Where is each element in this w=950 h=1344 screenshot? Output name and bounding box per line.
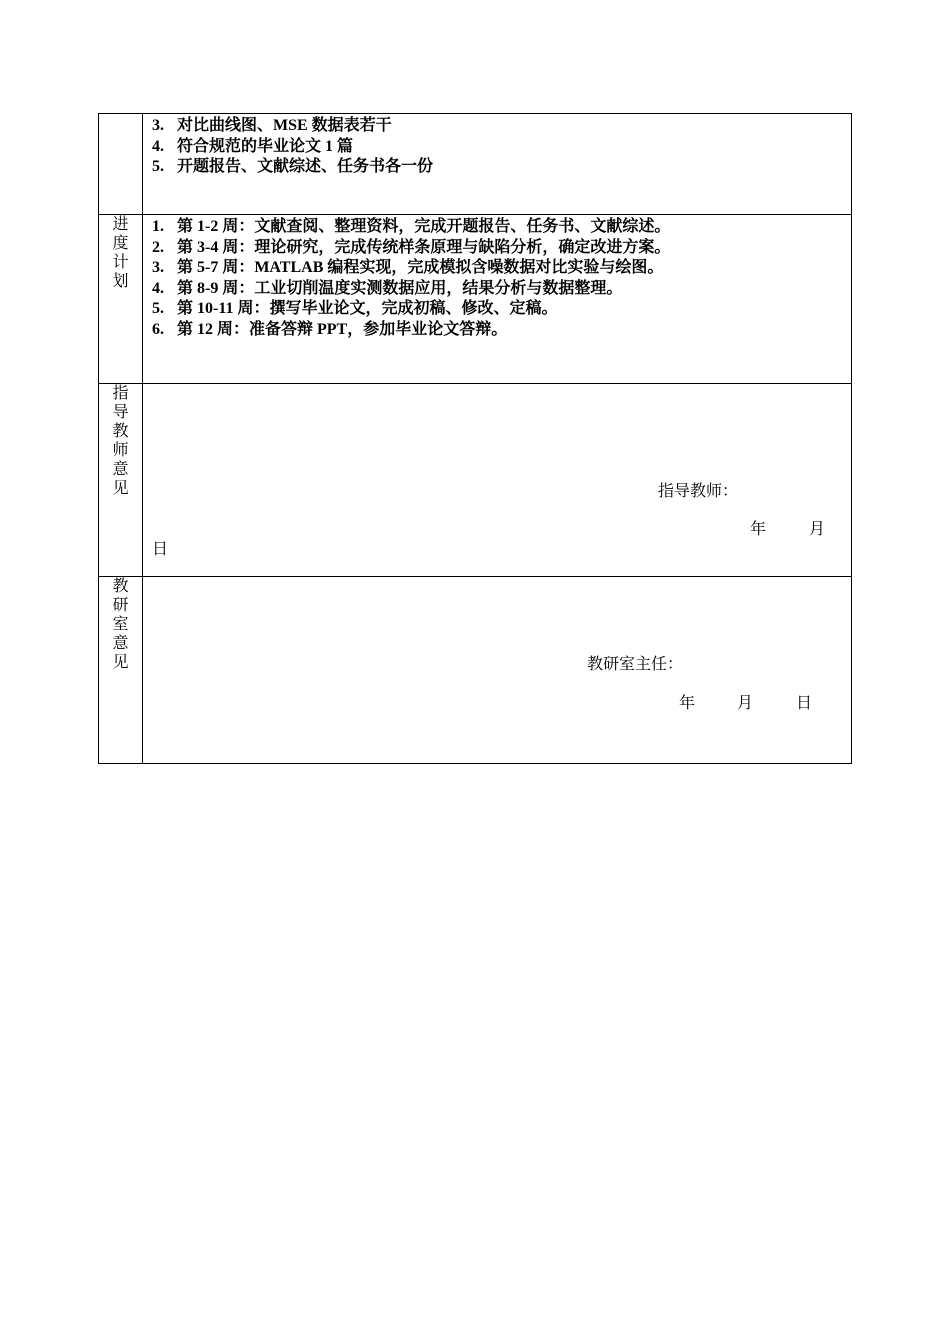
schedule-label: 进 度 计 划: [112, 216, 129, 290]
schedule-content-cell: [143, 215, 852, 384]
department-label-cell: [99, 577, 143, 764]
list-item: 4. 符合规范的毕业论文 1 篇: [152, 137, 354, 155]
department-row: [99, 577, 852, 764]
schedule-row: [99, 215, 852, 384]
department-year-label: 年: [679, 695, 696, 712]
list-item: 3. 第 5-7 周：MATLAB 编程实现，完成模拟含噪数据对比实验与绘图。: [152, 259, 664, 276]
advisor-month-label: 月: [809, 521, 826, 538]
schedule-label-cell: [99, 215, 143, 384]
list-item: 1. 第 1-2 周：文献查阅、整理资料，完成开题报告、任务书、文献综述。: [152, 218, 671, 235]
list-item: 6. 第 12 周：准备答辩 PPT，参加毕业论文答辩。: [152, 320, 508, 338]
outputs-label-cell: [99, 114, 143, 215]
advisor-label-cell: [99, 384, 143, 577]
department-day-label: 日: [796, 695, 813, 712]
list-item: 5. 第 10-11 周：撰写毕业论文，完成初稿、修改、定稿。: [152, 300, 558, 317]
list-item: 4. 第 8-9 周：工业切削温度实测数据应用，结果分析与数据整理。: [152, 279, 623, 297]
advisor-row: [99, 384, 852, 577]
list-item: 2. 第 3-4 周：理论研究，完成传统样条原理与缺陷分析，确定改进方案。: [152, 238, 671, 256]
advisor-signature-label: 指导教师：: [658, 483, 739, 500]
department-label: 教 研 室 意 见: [112, 578, 129, 671]
department-month-label: 月: [737, 695, 754, 712]
department-opinion-area: [143, 577, 851, 763]
advisor-content-cell: [143, 384, 852, 577]
outputs-content-cell: [143, 114, 852, 215]
advisor-label: 指 导 教 师 意 见: [112, 385, 129, 497]
outputs-list: [143, 114, 851, 178]
department-content-cell: [143, 577, 852, 764]
proposal-form-table: [98, 113, 852, 764]
outputs-row: [99, 114, 852, 215]
advisor-opinion-area: [143, 384, 851, 576]
department-signature-label: 教研室主任：: [587, 656, 684, 673]
advisor-day-label: 日: [152, 541, 169, 558]
list-item: 5. 开题报告、文献综述、任务书各一份: [152, 158, 434, 175]
schedule-list: [143, 215, 851, 340]
list-item: 3. 对比曲线图、MSE 数据表若干: [152, 117, 392, 134]
advisor-year-label: 年: [750, 521, 767, 538]
